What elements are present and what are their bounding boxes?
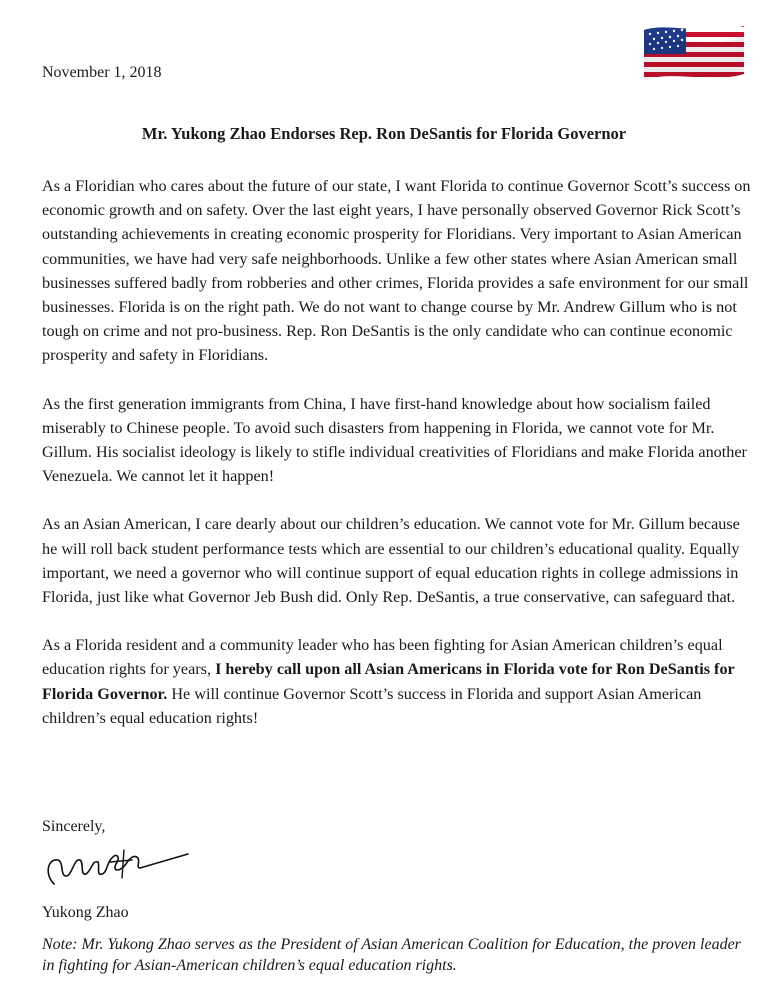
letter-title: Mr. Yukong Zhao Endorses Rep. Ron DeSantis for Florida Governor	[141, 124, 627, 143]
letter-body	[42, 174, 752, 754]
handwritten-signature	[40, 846, 190, 896]
paragraph-1: As a Floridian who cares about the future of our state, I want Florida to continue Governor Scott’s success on economic growth and on safety. Over the last eight years, I have personally observed Governor Rick Scott’s outstanding achievements in creating economic prosperity for Floridians. Very important to Asian American communities, we have had very safe neighborhoods. Unlike a few other states where Asian American small businesses suffered badly from robberies and other crimes, Florida provides a safe environment for our small businesses. Florida is on the right path. We do not want to change course by Mr. Andrew Gillum who is not tough on crime and not pro-business. Rep. Ron DeSantis is the only candidate who can continue economic prosperity and safety in Floridians.	[42, 177, 751, 365]
paragraph-4-call-to-action: I hereby call upon all Asian Americans in Florida vote for Ron DeSantis for Florida Governor.	[42, 660, 735, 703]
paragraph-4	[42, 633, 752, 730]
paragraph-4-start: As a Florida resident and a community leader who has been fighting for Asian American children’s equal education rights for years,	[42, 636, 723, 679]
paragraph-3: As an Asian American, I care dearly about our children’s education. We cannot vote for Mr. Gillum because he will roll back student performance tests which are essential to our children’s educational quality. Equally important, we need a governor who will continue support of equal education rights in college admissions in Florida, just like what Governor Jeb Bush did. Only Rep. DeSantis, a true conservative, can safeguard that.	[42, 515, 740, 607]
us-flag-icon	[640, 22, 748, 84]
footnote: Note: Mr. Yukong Zhao serves as the President of Asian American Coalition for Education, the proven leader in fighting for Asian-American children’s equal education rights.	[42, 936, 741, 974]
paragraph-2: As the first generation immigrants from China, I have first-hand knowledge about how socialism failed miserably to Chinese people. To avoid such disasters from happening in Florida, we cannot vote for Mr. Gillum. His socialist ideology is likely to stifle individual creativities of Floridians and make Florida another Venezuela. We cannot let it happen!	[42, 394, 747, 486]
signer-name: Yukong Zhao	[42, 904, 129, 921]
paragraph-4-end: He will continue Governor Scott’s success in Florida and support Asian American children’s equal education rights!	[42, 684, 702, 727]
letter-date: November 1, 2018	[42, 64, 162, 81]
closing: Sincerely,	[42, 818, 106, 835]
